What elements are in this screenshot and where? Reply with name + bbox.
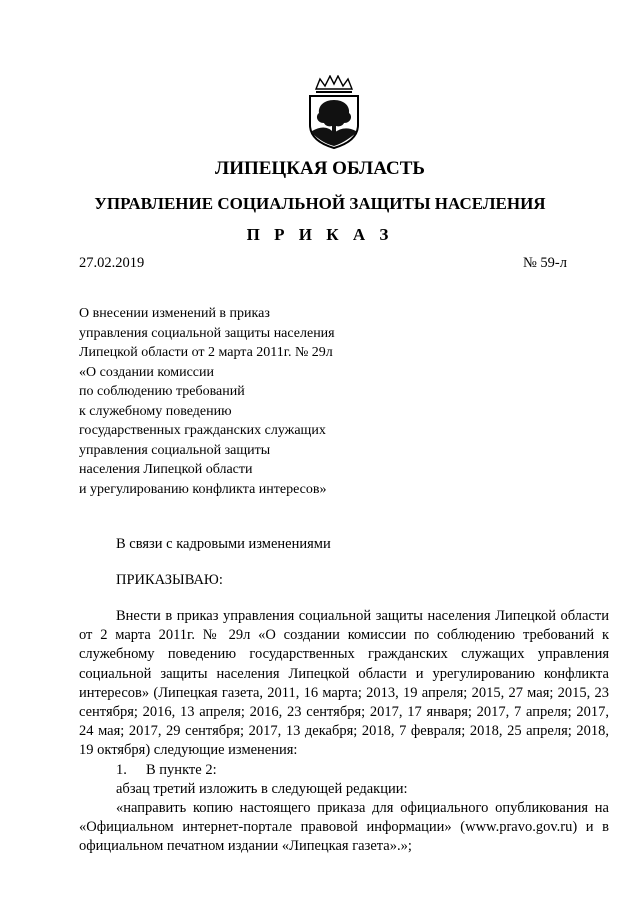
lipetsk-coat-of-arms-icon bbox=[304, 75, 364, 149]
item-number: 1. bbox=[116, 761, 127, 778]
order-body bbox=[79, 607, 609, 857]
subject-line: и урегулированию конфликта интересов» bbox=[79, 481, 327, 497]
document-subject bbox=[79, 304, 399, 499]
order-word: ПРИКАЗЫВАЮ: bbox=[116, 572, 223, 588]
subject-line: О внесении изменений в приказ bbox=[79, 306, 270, 321]
department-title: УПРАВЛЕНИЕ СОЦИАЛЬНОЙ ЗАЩИТЫ НАСЕЛЕНИЯ bbox=[94, 194, 546, 213]
intro-paragraph: Внести в приказ управления социальной защиты населения Липецкой области от 2 марта 2011г. № 29л «О создании комиссии по соблюдению требований к служебному поведению государственных гражданских служащих управления социальной защиты населения Липецкой области и урегулированию конфликта интересов» (Липецкая газета, 2011, 16 марта; 2013, 19 апреля; 2015, 27 мая; 2015, 23 сентября; 2016, 13 апреля; 2016, 23 сентября; 2017, 17 января; 2017, 7 апреля; 2017, 24 мая; 2017, 29 сентября; 2017, 13 декабря; 2018, 7 февраля; 2018, 25 апреля; 2018, 19 октября) следующие изменения: bbox=[79, 608, 609, 759]
region-title: ЛИПЕЦКАЯ ОБЛАСТЬ bbox=[215, 158, 425, 179]
subject-line: населения Липецкой области bbox=[79, 462, 253, 477]
subject-line: управления социальной защиты bbox=[79, 442, 271, 458]
subject-line: государственных гражданских служащих bbox=[79, 423, 326, 438]
subject-line: к служебному поведению bbox=[79, 403, 232, 419]
subject-line: Липецкой области от 2 марта 2011г. № 29л bbox=[79, 345, 333, 360]
document-type: П Р И К А З bbox=[246, 225, 394, 244]
subject-line: «О создании комиссии bbox=[79, 364, 215, 380]
item-text: В пункте 2: bbox=[146, 761, 217, 778]
reason-text: В связи с кадровыми изменениями bbox=[116, 536, 331, 552]
document-number: № 59-л bbox=[522, 255, 567, 271]
list-item bbox=[79, 761, 609, 780]
quoted-text: «направить копию настоящего приказа для официального опубликования на «Официальном интернет-портале правовой информации» (www.pravo.gov.ru) и в официальном печатном издании «Липецкая газета».»; bbox=[79, 800, 609, 855]
edit-instruction: абзац третий изложить в следующей редакции: bbox=[116, 780, 408, 797]
document-date: 27.02.2019 bbox=[79, 255, 145, 271]
subject-line: по соблюдению требований bbox=[79, 384, 245, 399]
subject-line: управления социальной защиты населения bbox=[79, 325, 335, 341]
